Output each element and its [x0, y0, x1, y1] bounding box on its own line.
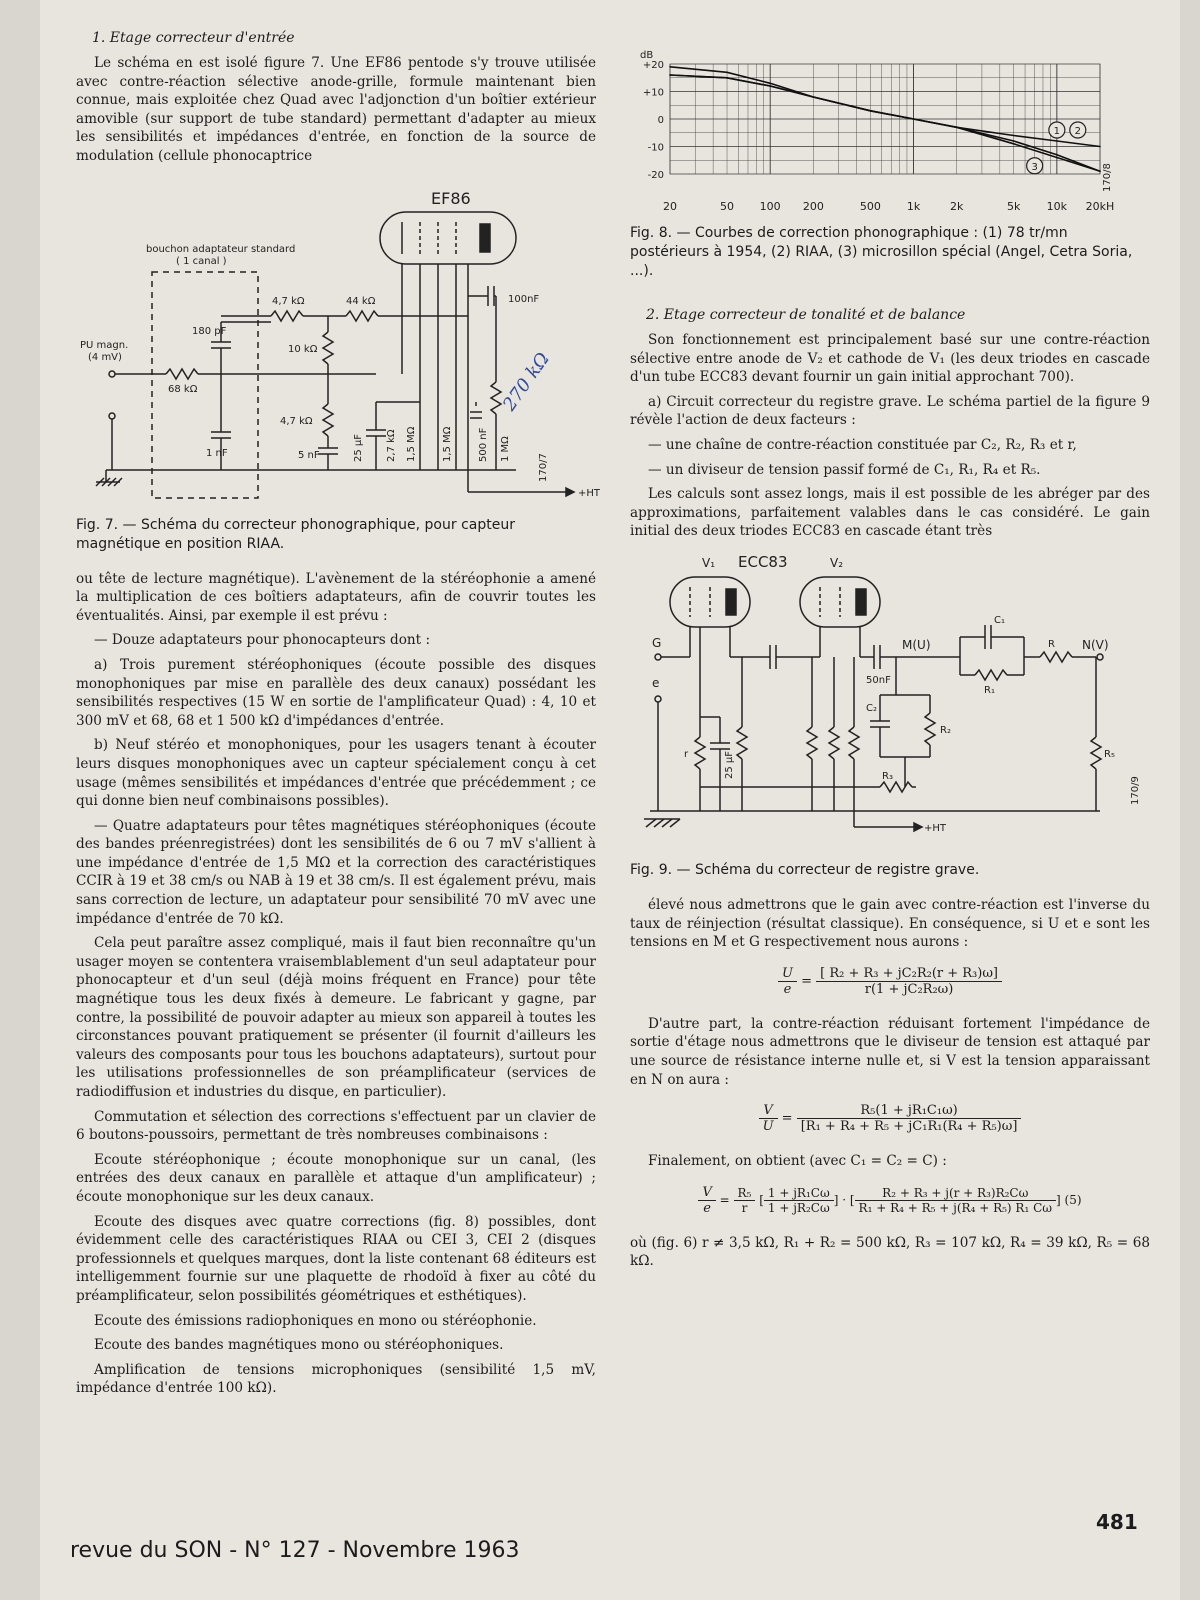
y-unit: dB [640, 50, 654, 61]
x-tick-label: 1k [906, 200, 921, 213]
x-tick-label: 20kH [1085, 200, 1115, 213]
r15Mb-label: 1,5 MΩ [442, 426, 453, 462]
paragraph: Son fonctionnement est principalement basé sur une contre-réaction sélective entre anode de V₂ et cathode de V₁ (les deux triodes en cascade d'un tube ECC83 devant fournir un gain initial approchant 700). [630, 332, 1150, 386]
footer: revue du SON - N° 127 - Novembre 1963 [70, 1538, 520, 1563]
figure-7-caption: Fig. 7. — Schéma du correcteur phonographique, pour capteur magnétique en position RIAA. [76, 516, 515, 552]
c180p-label: 180 pF [192, 325, 227, 337]
plug-label: bouchon adaptateur standard [146, 243, 296, 255]
data-point [669, 66, 671, 68]
data-point [1056, 140, 1058, 142]
paragraph: a) Trois purement stéréophoniques (écoute possible des disques monophoniques par mise en parallèle des deux canaux) possédant les sensibilités respectives (15 W en sortie de l'amplificateur Quad) : 4, 10 et 300 mV et 68, 68 et 1 500 kΩ d'impédances d'entrée. [76, 656, 596, 729]
y-tick-label: +20 [642, 60, 664, 71]
equation-3: $\frac{V}{e}$ = $\frac{\text{R₅}}{r}$ [ $\frac{\text{1 + jR₁Cω}}{\text{1 + jR₂Cω}}$ ] · [ $\frac{\text{R₂ + R₃ + j(r + R₃)R₂Cω}}{\text{R₁ + R₄ + R₅ + j(R₄ + R₅) R₁ Cω}}$ ] (5) [630, 1185, 1150, 1216]
input-terminal [109, 371, 115, 377]
resistor-10k [323, 332, 333, 364]
paragraph: Ecoute stéréophonique ; écoute monophonique sur un canal, (les entrées des deux canaux en parallèle et attaque d'un amplificateur) ; écoute monophonique sur les deux canaux. [76, 1151, 596, 1205]
data-point [1099, 146, 1101, 148]
eq3-number: (5) [1064, 1192, 1082, 1207]
paragraph: Ecoute des bandes magnétiques mono ou stéréophoniques. [94, 1337, 504, 1354]
data-point [1013, 140, 1015, 142]
data-point [726, 71, 728, 73]
anode [480, 224, 490, 252]
eq3-c: $\frac{\text{R₂ + R₃ + j(r + R₃)R₂Cω}}{\text{R₁ + R₄ + R₅ + j(R₄ + R₅) R₁ Cω}}$ [855, 1186, 1057, 1215]
v1-label: V₁ [702, 555, 716, 570]
eq3-a: $\frac{\text{R₅}}{r}$ [734, 1186, 756, 1215]
page-number: 481 [1096, 1510, 1138, 1534]
section-heading-1: 1. Etage correcteur d'entrée [92, 30, 295, 46]
eq1-lhs: $\frac{U}{e}$ [778, 966, 797, 997]
r2-label: R₂ [940, 724, 951, 736]
r1M-label: 1 MΩ [500, 435, 511, 462]
x-tick-labels [663, 200, 1114, 213]
paragraph: Les calculs sont assez longs, mais il est possible de les abréger par des approximations, parfaitement valables dans le cas considéré. Le gain initial des deux triodes ECC83 en cascade étant très [630, 486, 1150, 540]
y-tick-label: 0 [657, 115, 664, 126]
x-tick-label: 500 [859, 200, 881, 213]
equation-1: $\frac{U}{e}$ = $\frac{\text{[ R₂ + R₃ + jC₂R₂(r + R₃)ω]}}{\text{r(1 + jC₂R₂ω)}}$ [630, 966, 1150, 997]
paragraph: Ecoute des disques avec quatre corrections (fig. 8) possibles, dont évidemment celle des caractéristiques RIAA ou CEI 3, CEI 2 (disques professionnels et quelques marques, dont la liste contenant 68 éditeurs est intelligemment fournie sur une plaquette de rhodoïd à fixer au côté du préamplificateur, selon possibilités géométriques et esthétiques). [76, 1213, 596, 1304]
figure-7-schematic [76, 172, 601, 512]
paragraph: — un diviseur de tension passif formé de C₁, R₁, R₄ et R₅. [648, 461, 1041, 478]
r4k7b-label: 4,7 kΩ [280, 415, 313, 427]
page [40, 0, 1180, 1600]
paragraph: élevé nous admettrons que le gain avec contre-réaction est l'inverse du taux de réinjection (résultat classique). En conséquence, si U et e sont les tensions en M et G respectivement nous aurons : [630, 896, 1150, 951]
plug-sublabel: ( 1 canal ) [176, 255, 227, 267]
y-tick-label: -20 [647, 170, 664, 181]
nv-label: N(V) [1082, 637, 1109, 652]
paragraph: D'autre part, la contre-réaction réduisant fortement l'impédance de sortie d'étage nous admettrons que le diviseur de tension est attaqué par une source de résistance interne nulle et, si V est la tension apparaissant en N on aura : [630, 1015, 1150, 1088]
c1-label: C₁ [994, 614, 1005, 626]
c50n-label: 50nF [866, 674, 891, 686]
paragraph: — une chaîne de contre-réaction constituée par C₂, R₂, R₃ et r, [648, 436, 1077, 453]
v2-label: V₂ [830, 555, 844, 570]
eq3-b: $\frac{\text{1 + jR₁Cω}}{\text{1 + jR₂Cω}}$ [764, 1186, 834, 1215]
data-point [956, 126, 958, 128]
fig7-ref: 170/7 [538, 452, 549, 482]
series-line-1 [670, 75, 1100, 147]
paragraph: Finalement, on obtient (avec C₁ = C₂ = C) : [648, 1153, 947, 1170]
r-label: R [1048, 638, 1055, 650]
x-tick-label: 20 [663, 200, 677, 213]
data-point [1099, 170, 1101, 172]
r4k7-label: 4,7 kΩ [272, 295, 305, 307]
c25u-label: 25 µF [353, 433, 364, 462]
right-column [630, 20, 1150, 1277]
section-heading-2: 2. Etage correcteur de tonalité et de balance [646, 307, 966, 323]
data-point [726, 77, 728, 79]
series-marker-label: 1 [1053, 126, 1061, 137]
x-tick-label: 100 [759, 200, 781, 213]
resistor-68k [166, 369, 198, 379]
data-point [870, 110, 872, 112]
eq3-lhs: $\frac{V}{e}$ [698, 1185, 715, 1216]
paragraph: Cela peut paraître assez compliqué, mais il faut bien reconnaître qu'un usager moyen se contentera vraisemblablement d'un seul adaptateur pour phonocapteur et d'un seul (déjà moins fréquent en France) pour tête magnétique tous les deux fixés à demeure. Le fabricant y gagne, par contre, la possibilité de pouvoir adapter au mieux son appareil à toutes les circonstances pouvant pratiquement se présenter (il fournit d'ailleurs les valeurs des composants pour tous les bouchons adaptateurs), surtout pour les utilisations professionnelles de son préamplificateur (services de radiodiffusion et industries du disque, en particulier). [76, 935, 596, 1100]
paragraph: a) Circuit correcteur du registre grave. Le schéma partiel de la figure 9 révèle l'action de deux facteurs : [630, 393, 1150, 429]
r15M-label: 1,5 MΩ [406, 426, 417, 462]
eq1-rhs: $\frac{\text{[ R₂ + R₃ + jC₂R₂(r + R₃)ω]}}{\text{r(1 + jC₂R₂ω)}}$ [816, 966, 1002, 997]
y-tick-labels [643, 60, 664, 181]
x-tick-label: 10k [1046, 200, 1068, 213]
data-point [1013, 143, 1015, 145]
data-point [769, 85, 771, 87]
figure-8-chart [630, 20, 1150, 220]
series-marker-label: 3 [1031, 161, 1038, 173]
data-point [669, 74, 671, 76]
r68k-label: 68 kΩ [168, 383, 198, 395]
x-tick-label: 2k [949, 200, 964, 213]
r10k-label: 10 kΩ [288, 343, 318, 355]
tube-label: ECC83 [738, 552, 788, 571]
data-point [813, 96, 815, 98]
figure-9-caption: Fig. 9. — Schéma du correcteur de registre grave. [630, 861, 980, 878]
data-point [1056, 154, 1058, 156]
paragraph: ou tête de lecture magnétique). L'avènement de la stéréophonie a amené la multiplication de ces boîtiers adaptateurs, afin de couvrir toutes les éventualités. Ainsi, par exemple il est prévu : [76, 570, 596, 624]
resistor-4k7-b [323, 404, 333, 436]
x-tick-label: 200 [802, 200, 824, 213]
data-point [769, 82, 771, 84]
r27k-label: 2,7 kΩ [386, 429, 397, 462]
r-small-label: r [684, 748, 689, 760]
input-level: (4 mV) [88, 351, 122, 363]
paragraph: Le schéma en est isolé figure 7. Une EF86 pentode s'y trouve utilisée avec contre-réaction sélective anode-grille, formule maintenant bien connue, mais exploitée chez Quad avec l'adjonction d'un boîtier extérieur amovible (sur support de tube standard) permettant d'adapter au mieux les sensibilités et impédances d'entrée, en fonction de la source de modulation (cellule phonocaptrice [76, 55, 596, 164]
resistor-44k [346, 311, 378, 321]
r44k-label: 44 kΩ [346, 295, 376, 307]
g-label: G [652, 635, 662, 650]
eq2-lhs: $\frac{V}{U}$ [759, 1103, 778, 1134]
handwritten-note: 270 kΩ [498, 348, 554, 415]
figure-8-caption: Fig. 8. — Courbes de correction phonographique : (1) 78 tr/mn postérieurs à 1954, (2) RIAA, (3) microsillon spécial (Angel, Cetra Soria, ...). [630, 225, 1133, 279]
ht-label: +HT [924, 822, 947, 834]
paragraph: b) Neuf stéréo et monophoniques, pour les usagers tenant à écouter leurs disques monophoniques avec un capteur spécialement conçu à cet usage (mêmes sensibilités et impédances d'entrée que précédemment ; ce qui donne bien neuf combinaisons possibles). [76, 737, 596, 810]
fig8-ref: 170/8 [1102, 163, 1113, 192]
data-point [1056, 157, 1058, 159]
c5n-label: 5 nF [298, 449, 320, 461]
left-column [76, 20, 601, 1404]
figure-9-schematic [630, 547, 1150, 857]
c2-label: C₂ [866, 702, 877, 714]
paragraph: Ecoute des émissions radiophoniques en mono ou stéréophonie. [94, 1312, 537, 1329]
data-point [913, 118, 915, 120]
fig9-ref: 170/9 [1130, 776, 1141, 805]
tube-label: EF86 [431, 188, 471, 208]
data-point [1013, 135, 1015, 137]
resistor-1M [491, 382, 501, 414]
y-tick-label: -10 [647, 142, 664, 154]
paragraph: Commutation et sélection des corrections s'effectuent par un clavier de 6 boutons-poussoirs, permettant de très nombreuses combinaisons : [76, 1108, 596, 1144]
paragraph: — Quatre adaptateurs pour têtes magnétiques stéréophoniques (écoute des bandes préenregistrées) dont les sensibilités de 6 ou 7 mV s'allient à une impédance d'entrée de 1,5 MΩ et la correction des caractéristiques CCIR à 19 et 38 cm/s ou NAB à 19 et 38 cm/s. Il est également prévu, mais sans correction de lecture, un adaptateur pour sensibilité 70 mV avec une impédance d'entrée de 70 kΩ. [76, 817, 596, 927]
r1-label: R₁ [984, 684, 995, 696]
ht-label: +HT [578, 487, 601, 499]
paragraph: — Douze adaptateurs pour phonocapteurs dont : [94, 632, 431, 649]
c500n-label: 500 nF [478, 427, 489, 462]
input-label: PU magn. [80, 339, 129, 351]
e-label: e [652, 675, 660, 690]
c100n-label: 100nF [508, 293, 540, 305]
c25u-label: 25 µF [724, 750, 735, 779]
ef86-tube-envelope [380, 212, 516, 264]
r3-label: R₃ [882, 770, 893, 782]
x-tick-label: 50 [720, 200, 735, 213]
paragraph: Amplification de tensions microphoniques (sensibilité 1,5 mV, impédance d'entrée 100 kΩ). [76, 1361, 596, 1397]
x-tick-label: 5k [1007, 200, 1021, 213]
r5-label: R₅ [1104, 748, 1115, 760]
series-line-3 [670, 75, 1100, 171]
c1n-label: 1 nF [206, 447, 228, 459]
y-tick-label: +10 [642, 87, 664, 99]
mu-label: M(U) [902, 637, 931, 652]
series-marker-label: 2 [1074, 126, 1081, 137]
equation-2: $\frac{V}{U}$ = $\frac{\text{R₅(1 + jR₁C₁ω)}}{\text{[R₁ + R₄ + R₅ + jC₁R₁(R₄ + R₅)ω]}}$ [630, 1103, 1150, 1134]
paragraph: où (fig. 6) r ≠ 3,5 kΩ, R₁ + R₂ = 500 kΩ, R₃ = 107 kΩ, R₄ = 39 kΩ, R₅ = 68 kΩ. [630, 1234, 1150, 1270]
resistor-4k7 [271, 311, 303, 321]
eq2-rhs: $\frac{\text{R₅(1 + jR₁C₁ω)}}{\text{[R₁ + R₄ + R₅ + jC₁R₁(R₄ + R₅)ω]}}$ [797, 1103, 1022, 1134]
